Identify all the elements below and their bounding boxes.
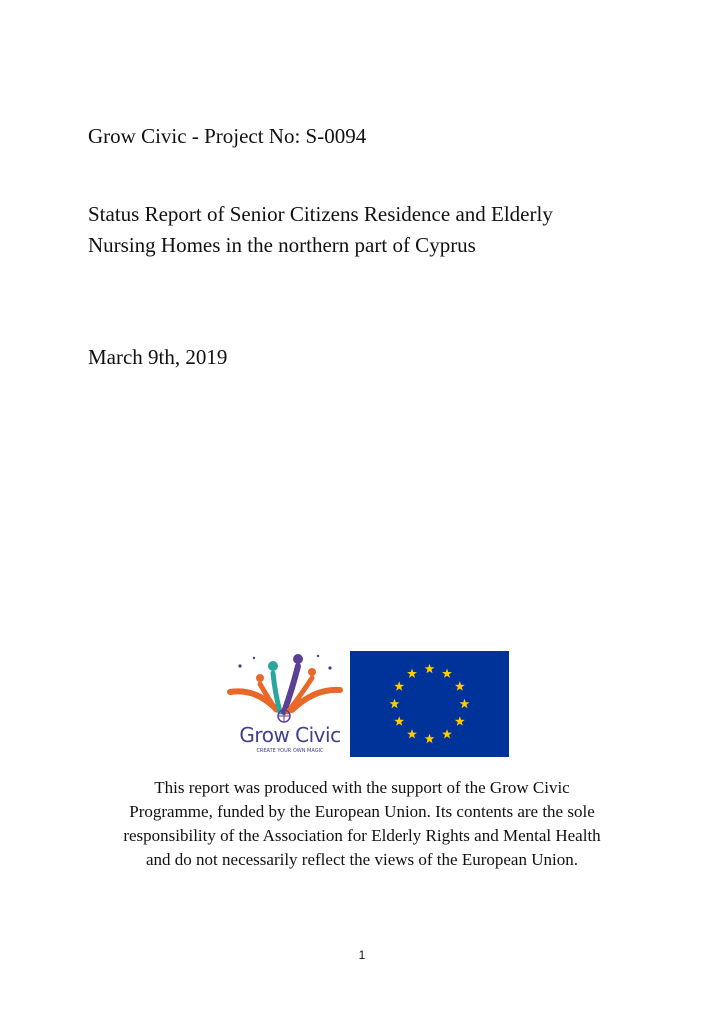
logos-row <box>216 646 512 758</box>
report-date: March 9th, 2019 <box>88 345 228 369</box>
disclaimer-line-2: Programme, funded by the European Union. Its contents are the sole <box>129 802 595 821</box>
eu-flag-icon <box>350 651 509 757</box>
funding-disclaimer <box>80 776 644 872</box>
report-title <box>88 199 678 261</box>
grow-civic-figures-icon <box>220 648 348 724</box>
disclaimer-line-4: and do not necessarily reflect the views of the European Union. <box>146 850 578 869</box>
report-title-line-1: Status Report of Senior Citizens Residence and Elderly <box>88 202 553 226</box>
report-title-line-2: Nursing Homes in the northern part of Cyprus <box>88 233 476 257</box>
grow-civic-logo <box>220 648 348 756</box>
project-line: Grow Civic - Project No: S-0094 <box>88 124 367 148</box>
disclaimer-line-3: responsibility of the Association for Elderly Rights and Mental Health <box>123 826 601 845</box>
page-number: 1 <box>358 948 366 962</box>
disclaimer-line-1: This report was produced with the support of the Grow Civic <box>154 778 570 797</box>
grow-civic-tagline: CREATE YOUR OWN MAGIC <box>256 748 324 754</box>
grow-civic-wordmark: Grow Civic <box>239 723 341 747</box>
